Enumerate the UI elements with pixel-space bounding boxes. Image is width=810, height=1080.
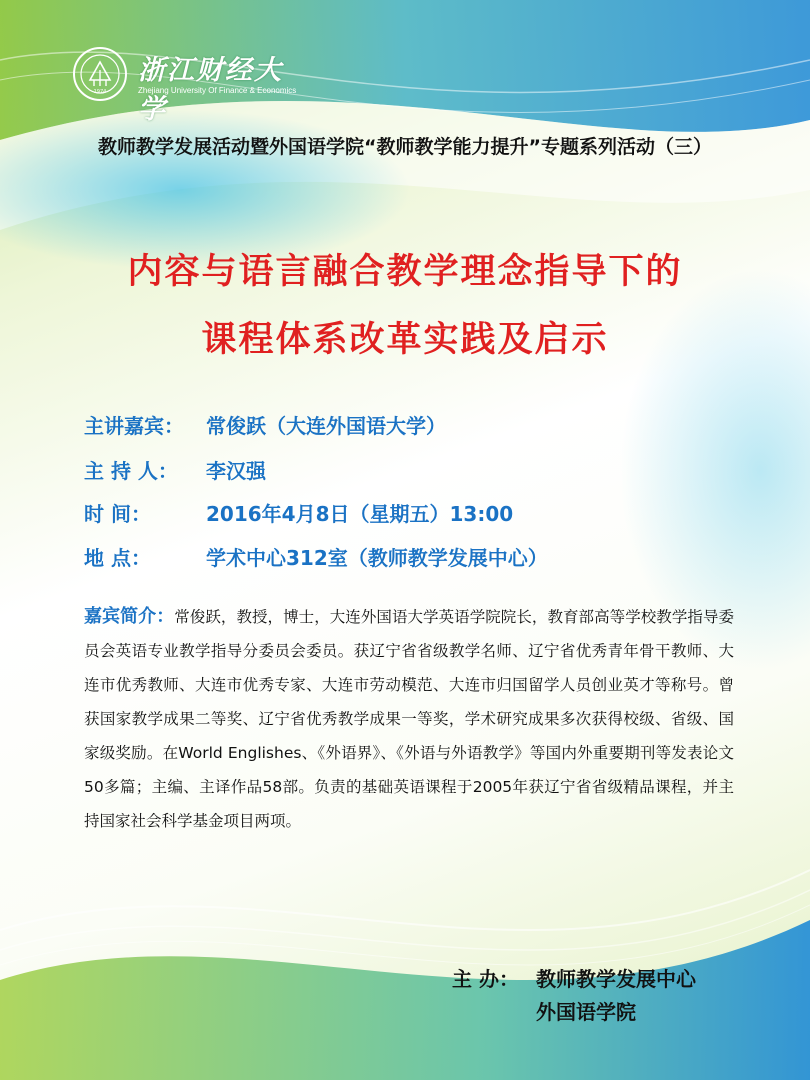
speaker-row <box>84 410 446 440</box>
university-logo <box>72 44 308 125</box>
place-row <box>84 542 548 572</box>
organizer-label: 主 办： <box>452 967 519 991</box>
speaker-label: 主讲嘉宾： <box>84 414 184 438</box>
place-value: 学术中心312室（教师教学发展中心） <box>206 546 548 570</box>
main-title-line2: 课程体系改革实践及启示 <box>201 320 609 360</box>
time-label: 时 间： <box>84 502 151 526</box>
host-value: 李汉强 <box>206 459 266 483</box>
speaker-value: 常俊跃（大连外国语大学） <box>206 414 446 438</box>
series-title: 教师教学发展活动暨外国语学院“教师教学能力提升”专题系列活动（三） <box>98 136 712 158</box>
time-value: 2016年4月8日（星期五）13:00 <box>206 502 514 526</box>
university-seal-icon <box>72 46 128 102</box>
organizer-1: 教师教学发展中心 <box>536 967 696 991</box>
logo-english-name: Zhejiang University Of Finance & Economics <box>138 86 297 95</box>
time-row <box>84 498 513 528</box>
organizer-2: 外国语学院 <box>536 1000 636 1024</box>
main-title-line1: 内容与语言融合教学理念指导下的 <box>127 252 683 292</box>
seal-year: 1974 <box>93 89 107 95</box>
logo-chinese-name: 浙江财经大学 <box>138 55 283 125</box>
intro-text: 常俊跃，教授，博士，大连外国语大学英语学院院长，教育部高等学校教学指导委员会英语专业教学指导分委员会委员。获辽宁省省级教学名师、辽宁省优秀青年骨干教师、大连市优秀教师、大连市优秀专家、大连市劳动模范、大连市归国留学人员创业英才等称号。曾获国家教学成果二等奖、辽宁省优秀教学成果一等奖，学术研究成果多次获得校级、省级、国家级奖励。在World Englishes、《外语界》、《外语与外语教学》等国内外重要期刊等发表论文50多篇；主编、主译作品58部。负责的基础英语课程于2005年获辽宁省省级精品课程，并主持国家社会科学基金项目两项。 <box>84 608 734 830</box>
speaker-introduction <box>84 600 734 838</box>
host-label: 主 持 人： <box>84 459 178 483</box>
host-row <box>84 455 266 485</box>
intro-label: 嘉宾简介： <box>84 606 175 627</box>
place-label: 地 点： <box>84 546 151 570</box>
